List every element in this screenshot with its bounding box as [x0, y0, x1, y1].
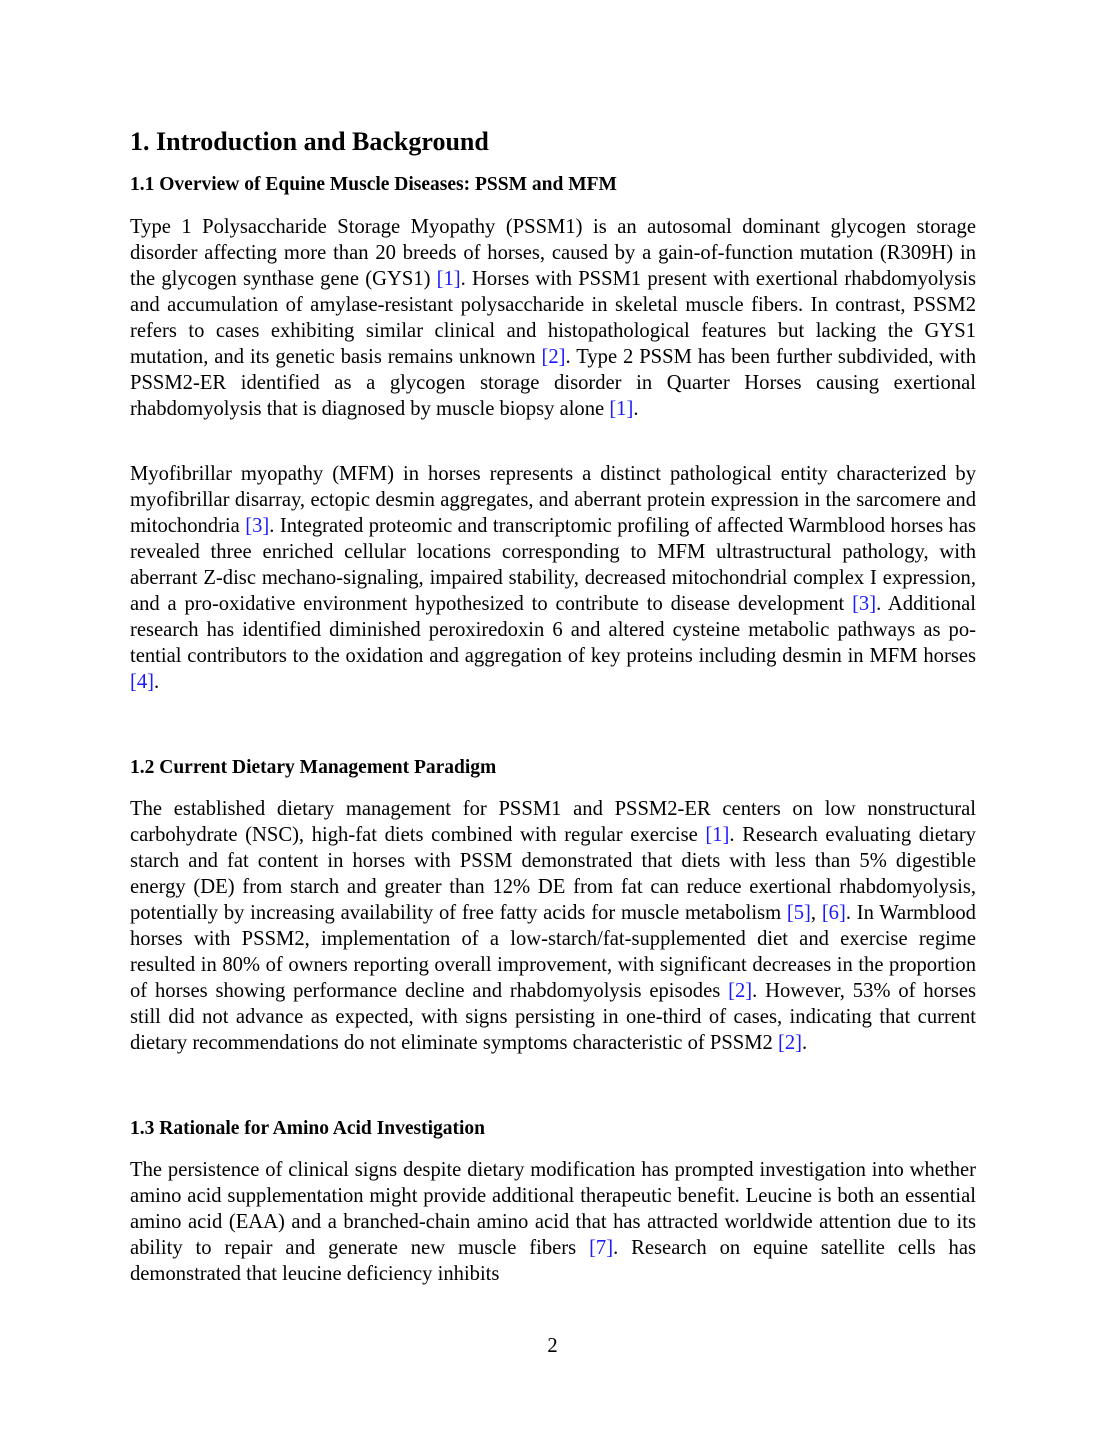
- paragraph-text: .: [802, 1032, 808, 1054]
- paragraph-amino-acid-rationale: [130, 1157, 976, 1287]
- paragraph-text: .: [154, 671, 160, 693]
- paragraph-text: .: [633, 398, 639, 420]
- citation-link[interactable]: [6]: [821, 902, 846, 924]
- citation-link[interactable]: [1]: [609, 398, 634, 420]
- paragraph-text: . Research on equine satellite cells has demonstrated that leucine deficiency inhibits: [130, 1237, 976, 1285]
- paragraph-mfm-overview: [130, 461, 976, 695]
- paragraph-text: . Type 2 PSSM has been further subdivided, with PSSM2-ER identified as a glycogen storage disorder in Quarter Horses causing exertional rhabdomyolysis that is diagnosed by muscle biopsy alone: [130, 346, 976, 420]
- paragraph-text: . Additional research has identified diminished peroxiredoxin 6 and altered cysteine metabolic pathways as potential contributors to the oxidation and aggregation of key proteins including desmin in MFM horses: [130, 593, 976, 667]
- page-number: 2: [547, 1335, 558, 1357]
- citation-link[interactable]: [4]: [130, 671, 155, 693]
- paragraph-text: . Integrated proteomic and transcriptomic profiling of affected Warmblood horses has revealed three enriched cellular locations corresponding to MFM ultrastructural pathology, with aberrant Z-disc mechano-signaling, impaired stability, decreased mitochondrial complex I expression, and a pro-oxidative environment hypothesized to contribute to disease development: [130, 515, 976, 615]
- citation-link[interactable]: [3]: [245, 515, 270, 537]
- citation-link[interactable]: [5]: [786, 902, 811, 924]
- citation-link[interactable]: [2]: [778, 1032, 803, 1054]
- citation-link[interactable]: [7]: [589, 1237, 614, 1259]
- paragraph-text: The persistence of clinical signs despite dietary modification has prompted investigation into whether amino acid supplementation might provide additional therapeutic benefit. Leucine is both an essential amino acid (EAA) and a branched-chain amino acid that has attracted worldwide attention due to its ability to repair and generate new muscle fibers: [130, 1159, 976, 1259]
- citation-link[interactable]: [3]: [852, 593, 877, 615]
- section-heading: 1. Introduction and Background: [130, 127, 489, 156]
- paragraph-text: ,: [810, 902, 822, 924]
- subsection-heading-1-3: 1.3 Rationale for Amino Acid Investigation: [130, 1118, 485, 1139]
- paragraph-text: . However, 53% of horses still did not advance as expected, with signs persisting in one-third of cases, indicating that current dietary recommendations do not eliminate symptoms characteristic of PSSM2: [130, 980, 976, 1054]
- paragraph-text: . In Warmblood horses with PSSM2, implementation of a low-starch/fat-supplemented diet and exercise regime resulted in 80% of owners reporting overall improvement, with significant decreases in the proportion of horses showing performance decline and rhabdomyolysis episodes: [130, 902, 976, 1002]
- subsection-heading-1-1: 1.1 Overview of Equine Muscle Diseases: PSSM and MFM: [130, 174, 617, 195]
- paragraph-text: . Research evaluating dietary starch and fat content in horses with PSSM demonstrated that diets with less than 5% digestible energy (DE) from starch and greater than 12% DE from fat can reduce exertional rhabdomyolysis, potentially by increasing availability of free fatty acids for muscle metabolism: [130, 824, 976, 924]
- citation-link[interactable]: [2]: [541, 346, 566, 368]
- paragraph-text: . Horses with PSSM1 present with exertional rhabdomyolysis and accumulation of amylase-resistant polysaccharide in skeletal muscle fibers. In contrast, PSSM2 refers to cases exhibiting similar clinical and histopathological features but lacking the GYS1 mutation, and its genetic basis remains unknown: [130, 268, 976, 368]
- citation-link[interactable]: [1]: [705, 824, 730, 846]
- paragraph-pssm-overview: [130, 214, 976, 422]
- paragraph-text: Type 1 Polysaccharide Storage Myopathy (PSSM1) is an autosomal dominant glycogen storage disorder affecting more than 20 breeds of horses, caused by a gain-of-function mutation (R309H) in the glycogen synthase gene (GYS1): [130, 216, 976, 290]
- paragraph-text: The established dietary management for PSSM1 and PSSM2-ER centers on low nonstructural carbohydrate (NSC), high-fat diets combined with regular exercise: [130, 798, 976, 846]
- citation-link[interactable]: [2]: [728, 980, 753, 1002]
- paragraph-dietary-management: [130, 796, 976, 1056]
- subsection-heading-1-2: 1.2 Current Dietary Management Paradigm: [130, 757, 497, 778]
- citation-link[interactable]: [1]: [436, 268, 461, 290]
- paragraph-text: Myofibrillar myopathy (MFM) in horses represents a distinct pathological entity characterized by myofibrillar disarray, ectopic desmin aggregates, and aberrant protein expression in the sarcomere and mitochondria: [130, 463, 976, 537]
